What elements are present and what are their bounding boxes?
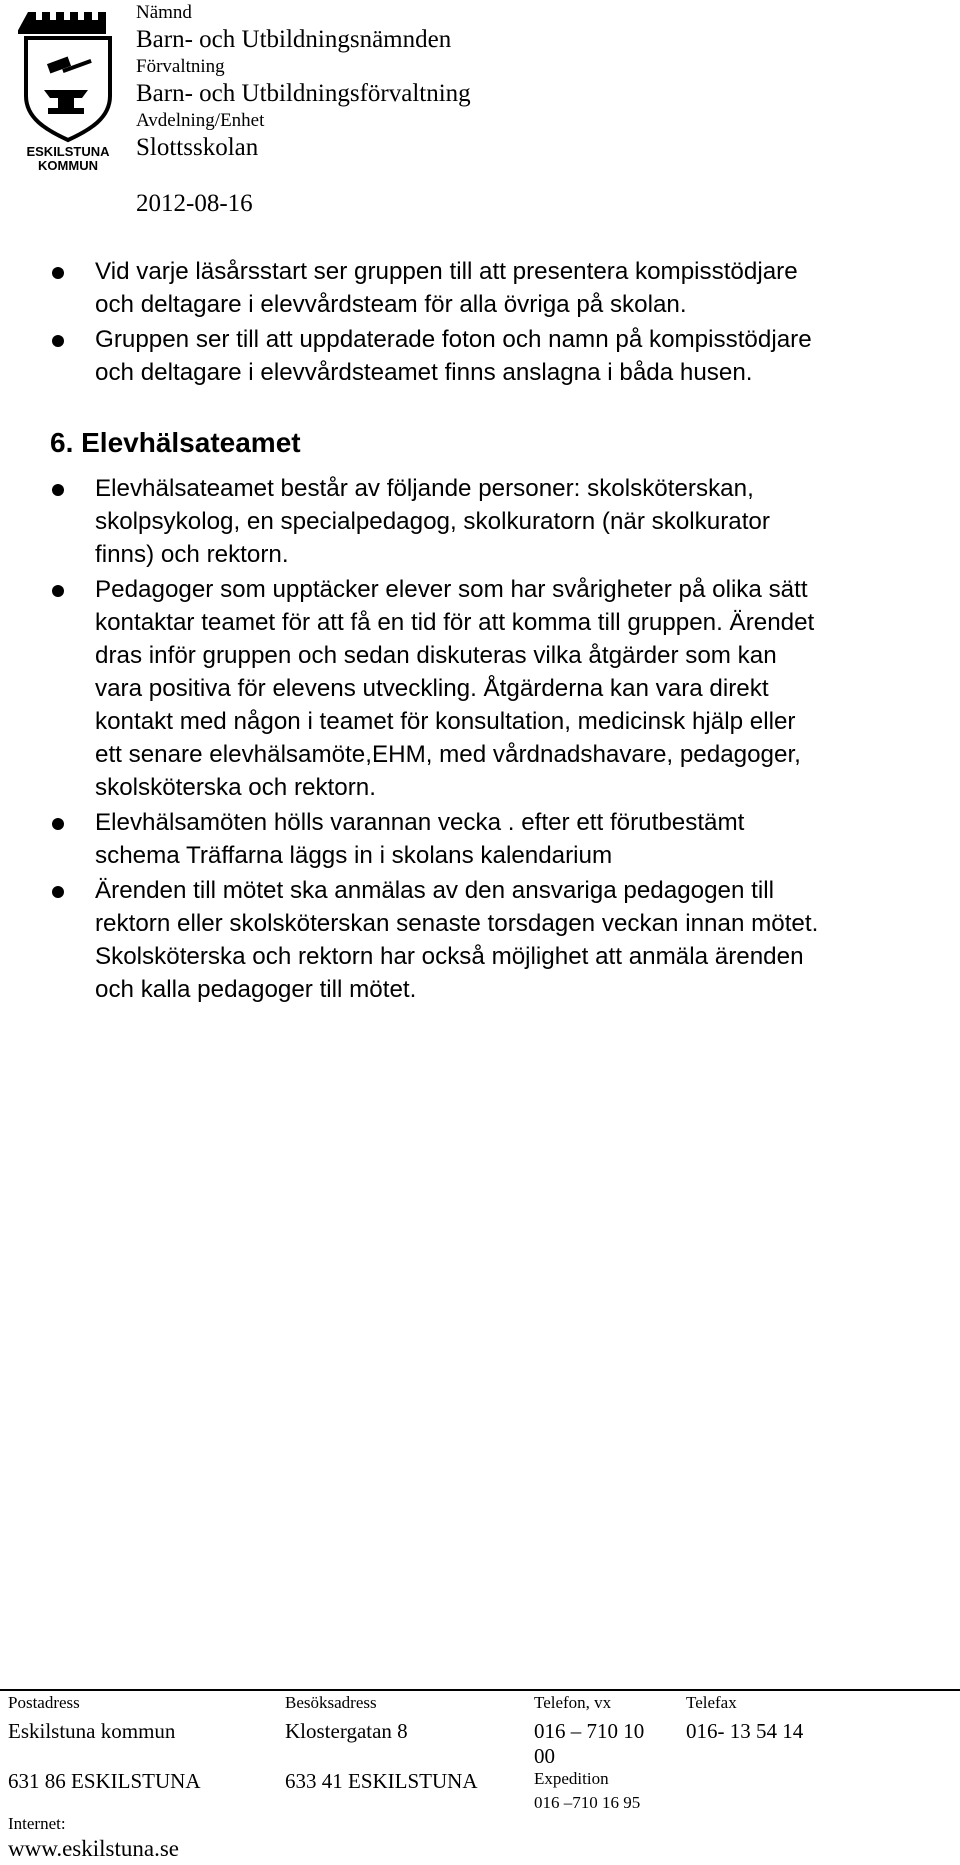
list-item-line: finns) och rektorn.: [95, 541, 289, 568]
expedition-label: Expedition: [534, 1769, 609, 1788]
bullet-icon: [52, 484, 64, 496]
forvaltning-label: Förvaltning: [136, 56, 225, 77]
besoksadress-line2: 633 41 ESKILSTUNA: [285, 1769, 478, 1793]
bullet-icon: [52, 886, 64, 898]
logo-line1: ESKILSTUNA: [26, 144, 110, 159]
list-item-line: och deltagare i elevvårdsteam för alla övriga på skolan.: [95, 291, 687, 318]
section-heading: 6. Elevhälsateamet: [50, 427, 301, 458]
list-item-line: Ärenden till mötet ska anmälas av den ansvariga pedagogen till: [95, 877, 775, 904]
avdelning-label: Avdelning/Enhet: [136, 110, 265, 131]
list-item-line: schema Träffarna läggs in i skolans kalendarium: [95, 842, 613, 869]
list-item-line: och kalla pedagoger till mötet.: [95, 976, 417, 1003]
bullet-icon: [52, 267, 64, 279]
list-item-line: vara positiva för elevens utveckling. Åtgärderna kan vara direkt: [95, 675, 769, 702]
internet-label: Internet:: [8, 1814, 66, 1833]
telefon-value-cont: 00: [534, 1744, 555, 1768]
avdelning-value: Slottsskolan: [136, 134, 259, 161]
list-item-line: dras inför gruppen och sedan diskuteras vilka åtgärder som kan: [95, 642, 777, 669]
list-item-line: kontakt med någon i teamet för konsultation, medicinsk hjälp eller: [95, 708, 796, 735]
list-item-line: Gruppen ser till att uppdaterade foton och namn på kompisstödjare: [95, 326, 812, 353]
telefax-label: Telefax: [686, 1693, 737, 1712]
list-item-line: rektorn eller skolsköterskan senaste torsdagen veckan innan mötet.: [95, 910, 819, 937]
besoksadress-label: Besöksadress: [285, 1693, 377, 1712]
list-item-line: skolpsykolog, en specialpedagog, skolkuratorn (när skolkurator: [95, 508, 770, 535]
list-item-line: skolsköterska och rektorn.: [95, 774, 376, 801]
internet-link[interactable]: www.eskilstuna.se: [8, 1836, 179, 1861]
crown-icon: [18, 12, 106, 34]
list-item-line: och deltagare i elevvårdsteamet finns anslagna i båda husen.: [95, 359, 753, 386]
bullet-icon: [52, 585, 64, 597]
footer-divider: [0, 1689, 960, 1691]
list-item-line: ett senare elevhälsamöte,EHM, med vårdnadshavare, pedagoger,: [95, 741, 801, 768]
list-item-line: Skolsköterska och rektorn har också möjlighet att anmäla ärenden: [95, 943, 804, 970]
postadress-line1: Eskilstuna kommun: [8, 1719, 176, 1743]
besoksadress-line1: Klostergatan 8: [285, 1719, 408, 1743]
list-item-line: Elevhälsamöten hölls varannan vecka . efter ett förutbestämt: [95, 809, 745, 836]
list-item-line: Elevhälsateamet består av följande personer: skolsköterskan,: [95, 475, 754, 502]
telefon-value: 016 – 710 10: [534, 1719, 645, 1743]
eskilstuna-kommun-logo: [18, 2, 118, 172]
telefax-value: 016- 13 54 14: [686, 1719, 804, 1743]
forvaltning-value: Barn- och Utbildningsförvaltning: [136, 80, 471, 107]
list-item-line: kontaktar teamet för att få en tid för att komma till gruppen. Ärendet: [95, 609, 815, 636]
bullet-icon: [52, 335, 64, 347]
document-date: 2012-08-16: [136, 190, 253, 217]
postadress-label: Postadress: [8, 1693, 80, 1712]
bullet-icon: [52, 818, 64, 830]
postadress-line2: 631 86 ESKILSTUNA: [8, 1769, 201, 1793]
telefon-label: Telefon, vx: [534, 1693, 612, 1712]
list-item-line: Pedagoger som upptäcker elever som har svårigheter på olika sätt: [95, 576, 808, 603]
logo-line2: KOMMUN: [38, 158, 98, 172]
namnd-label: Nämnd: [136, 2, 192, 23]
list-item-line: Vid varje läsårsstart ser gruppen till att presentera kompisstödjare: [95, 258, 798, 285]
expedition-value: 016 –710 16 95: [534, 1793, 641, 1812]
shield-icon: [26, 38, 110, 140]
namnd-value: Barn- och Utbildningsnämnden: [136, 26, 452, 53]
